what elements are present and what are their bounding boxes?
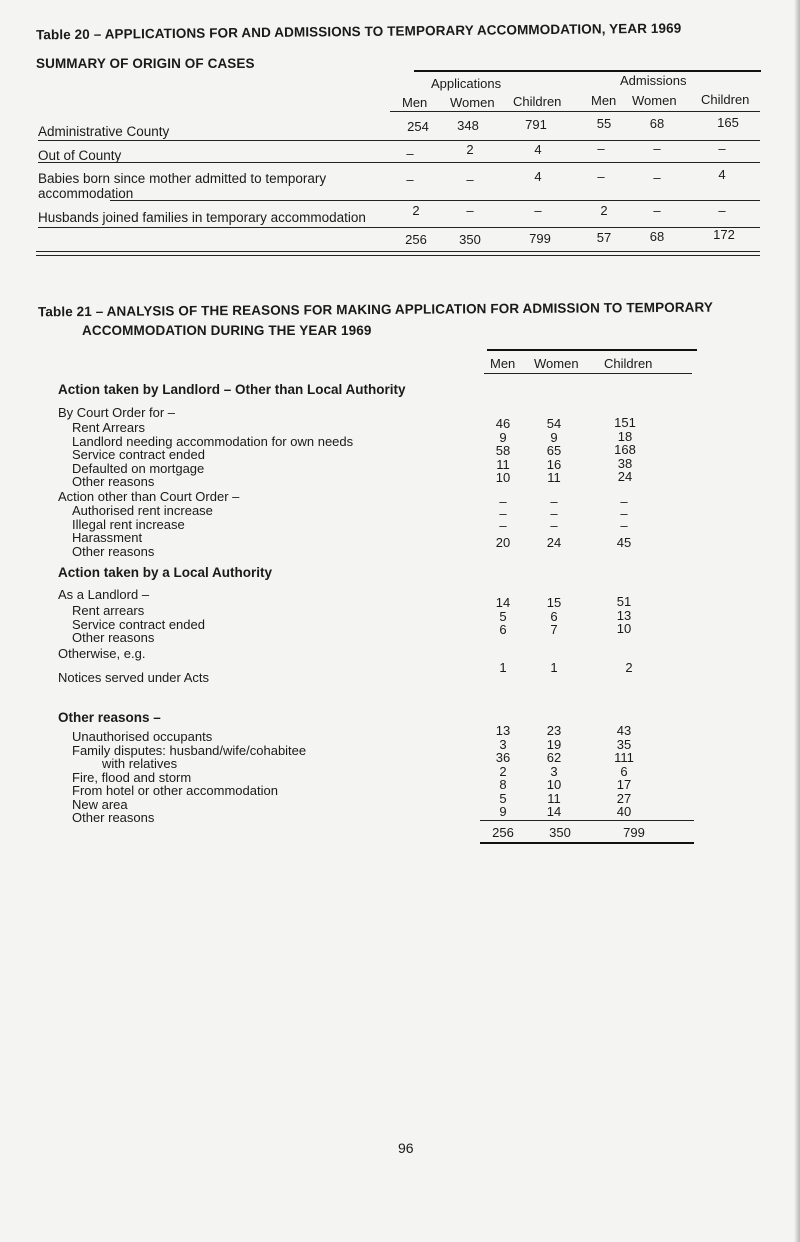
list-item: Service contract ended — [72, 447, 205, 462]
court-order-children: 151 18 168 38 24 — [614, 415, 636, 484]
t20-total: 57 — [596, 230, 612, 245]
t20-total: 172 — [713, 227, 735, 242]
la-landlord-labels — [72, 604, 205, 645]
list-item: Authorised rent increase — [72, 503, 213, 518]
list-item: From hotel or other accommodation — [72, 783, 278, 798]
t20-bottom-rule — [36, 251, 760, 252]
t20-cell: – — [406, 146, 414, 161]
subheading-other-than-court: Action other than Court Order – — [58, 489, 240, 504]
t21-col-men: Men — [490, 356, 516, 371]
t20-total: 799 — [529, 231, 551, 246]
list-item: Harassment — [72, 530, 143, 545]
t21-total-children: 799 — [623, 825, 645, 840]
court-order-women: 54 9 65 16 11 — [546, 416, 562, 485]
other-than-court-children: – – – 45 — [616, 494, 632, 550]
other-men: 13 3 36 2 8 5 9 — [495, 723, 511, 819]
t20-header-rule — [390, 111, 760, 112]
other-labels — [72, 730, 306, 825]
table-21-title-cont: ACCOMMODATION DURING THE YEAR 1969 — [82, 323, 372, 338]
list-item: Other reasons — [72, 474, 155, 489]
list-item: New area — [72, 796, 128, 812]
t21-total-women: 350 — [549, 825, 571, 840]
t20-row-label: Husbands joined families in temporary accommodation — [38, 210, 366, 225]
t20-cell: 2 — [600, 203, 608, 218]
subheading-court-order: By Court Order for – — [58, 405, 176, 420]
t20-cell: – — [718, 141, 726, 156]
t21-col-children: Children — [604, 356, 653, 371]
subheading-otherwise: Otherwise, e.g. — [58, 646, 146, 661]
table-20-top-rule — [414, 70, 761, 72]
t20-cell: – — [653, 203, 661, 218]
t20-cell: 2 — [466, 142, 474, 157]
t20-cell: – — [653, 141, 661, 156]
list-item: Illegal rent increase — [72, 516, 185, 532]
la-landlord-women: 15 6 7 — [546, 595, 562, 637]
la-landlord-children: 51 13 10 — [616, 594, 632, 636]
t20-cell: 254 — [407, 119, 429, 134]
list-item: Family disputes: husband/wife/cohabitee — [72, 742, 307, 758]
section-heading-other-reasons: Other reasons – — [58, 710, 161, 725]
otherwise-children: 2 — [625, 660, 633, 675]
court-order-men: 46 9 58 11 10 — [495, 416, 511, 485]
t21-bottom-rule — [480, 842, 694, 844]
t21-total-rule — [480, 820, 694, 821]
t20-col-adm-women: Women — [632, 93, 677, 108]
other-than-court-labels — [72, 504, 213, 558]
applications-group-header: Applications — [431, 76, 502, 91]
t21-top-rule — [487, 349, 697, 351]
t20-cell: 4 — [718, 167, 726, 182]
t20-cell: – — [718, 203, 726, 218]
t20-cell: – — [406, 172, 414, 187]
table-20-subtitle: SUMMARY OF ORIGIN OF CASES — [36, 56, 255, 71]
t20-cell: – — [597, 141, 605, 156]
la-landlord-men: 14 5 6 — [495, 595, 511, 637]
t20-col-adm-men: Men — [591, 93, 617, 108]
t20-col-women: Women — [450, 95, 495, 110]
section-heading-landlord: Action taken by Landlord – Other than Local Authority — [58, 382, 406, 397]
t20-cell: – — [597, 169, 605, 184]
t20-row-label: Babies born since mother admitted to temporary — [38, 171, 327, 186]
list-item: Notices served under Acts — [58, 670, 210, 685]
section-heading-local-authority: Action taken by a Local Authority — [58, 565, 273, 580]
otherwise-women: 1 — [550, 660, 558, 675]
t20-cell: 4 — [534, 142, 542, 157]
other-women: 23 19 62 3 10 11 14 — [546, 723, 562, 819]
t20-col-men: Men — [402, 95, 428, 110]
t20-cell: – — [466, 203, 474, 218]
t20-row-rule — [38, 227, 760, 228]
admissions-group-header: Admissions — [620, 73, 687, 88]
list-item: Fire, flood and storm — [72, 769, 192, 785]
list-item: with relatives — [102, 756, 178, 771]
list-item: Defaulted on mortgage — [72, 460, 205, 476]
list-item: Other reasons — [72, 543, 155, 559]
t20-cell: 68 — [649, 116, 665, 131]
t20-cell: 4 — [534, 169, 542, 184]
list-item: Rent arrears — [72, 603, 145, 618]
other-than-court-women: – – – 24 — [546, 494, 562, 550]
t20-cell: – — [466, 172, 474, 187]
scan-edge — [794, 0, 800, 1242]
t20-bottom-rule-2 — [36, 255, 760, 256]
list-item: Service contract ended — [72, 616, 205, 632]
t20-row-label-cont: accommodation — [38, 186, 134, 201]
table-21-title: Table 21 – ANALYSIS OF THE REASONS FOR MAKING APPLICATION FOR ADMISSION TO TEMPORARY — [37, 299, 714, 320]
list-item: Rent Arrears — [72, 420, 145, 435]
subheading-as-landlord: As a Landlord – — [58, 587, 150, 602]
t20-cell: 165 — [717, 115, 739, 130]
t21-col-women: Women — [534, 356, 579, 371]
list-item: Landlord needing accommodation for own needs — [72, 433, 354, 449]
court-order-labels — [72, 421, 353, 489]
list-item: Unauthorised occupants — [72, 729, 213, 744]
t20-cell: – — [534, 203, 542, 218]
t20-row-rule — [110, 200, 760, 201]
other-children: 43 35 111 6 17 27 40 — [614, 723, 634, 819]
t20-total: 68 — [649, 229, 665, 244]
other-than-court-men: – – – 20 — [495, 494, 511, 550]
t20-col-children: Children — [513, 94, 562, 109]
otherwise-men: 1 — [499, 660, 507, 675]
list-item: Other reasons — [72, 810, 155, 825]
t20-row-label: Administrative County — [38, 124, 170, 139]
t20-total: 256 — [405, 232, 427, 247]
list-item: Other reasons — [72, 630, 155, 645]
t20-cell: 791 — [525, 117, 547, 132]
t20-cell: 348 — [457, 118, 479, 133]
t20-cell: 55 — [596, 116, 612, 131]
t21-header-rule — [484, 373, 692, 374]
t20-cell: – — [653, 170, 661, 185]
t20-row-rule — [38, 162, 760, 163]
t20-row-label: Out of County — [38, 148, 122, 163]
table-20-title: Table 20 – APPLICATIONS FOR AND ADMISSIONS TO TEMPORARY ACCOMMODATION, YEAR 1969 — [35, 20, 682, 43]
t20-total: 350 — [459, 232, 481, 247]
t21-total-men: 256 — [492, 825, 514, 840]
t20-col-adm-children: Children — [701, 92, 750, 107]
page-number: 96 — [398, 1140, 414, 1156]
t20-cell: 2 — [412, 203, 420, 218]
